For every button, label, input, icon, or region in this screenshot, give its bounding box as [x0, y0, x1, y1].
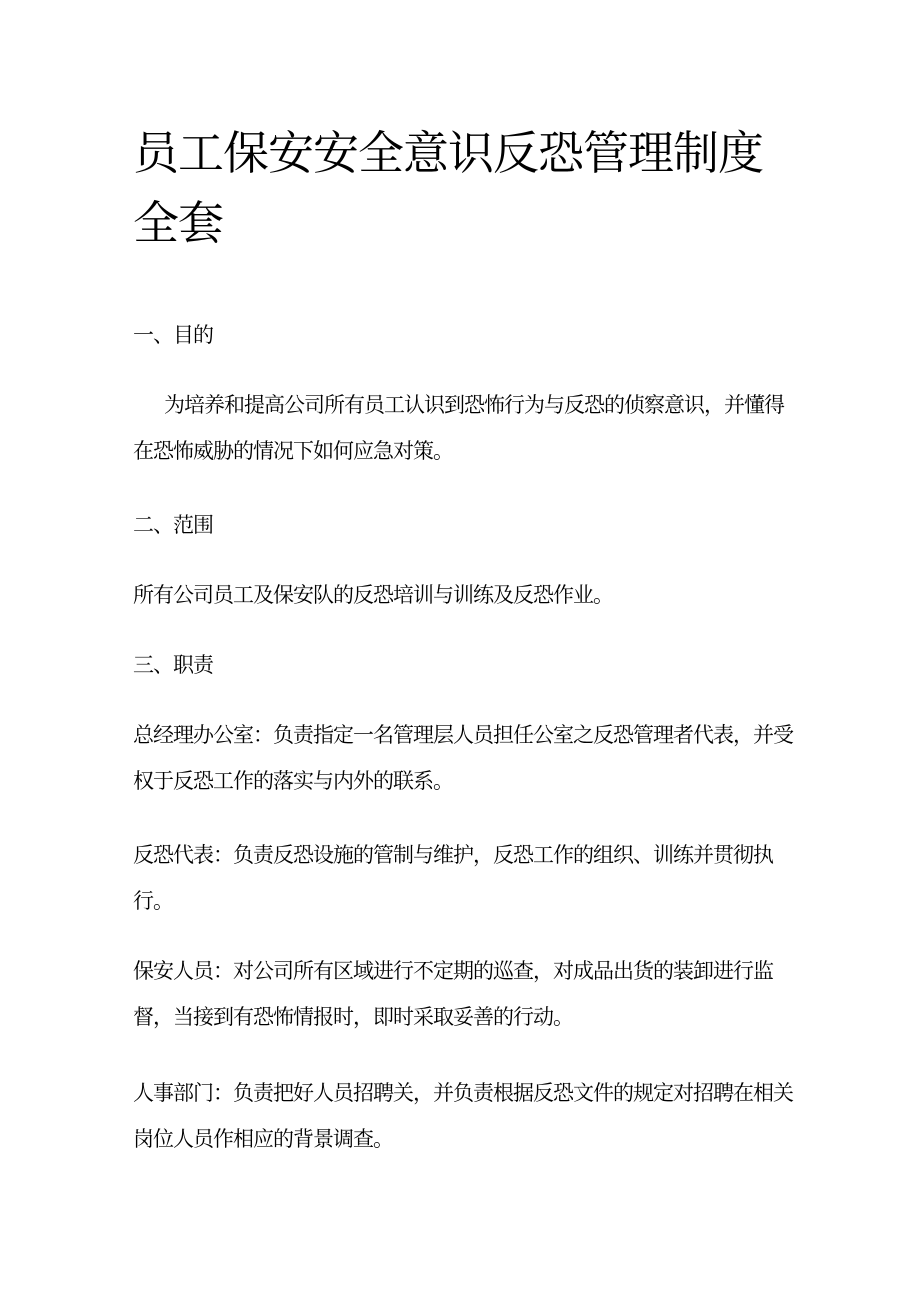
purpose-paragraph: 为培养和提高公司所有员工认识到恐怖行为与反恐的侦察意识，并懂得在恐怖威胁的情况下如何应急对策。: [133, 393, 784, 463]
duty-anti-terror-representative: 反恐代表：负责反恐设施的管制与维护，反恐工作的组织、训练并贯彻执行。: [133, 843, 773, 913]
section-heading-scope: 二、范围: [133, 513, 213, 537]
section-heading-purpose: 一、目的: [133, 323, 213, 347]
duty-security-personnel: 保安人员：对公司所有区域进行不定期的巡查，对成品出货的装卸进行监督，当接到有恐怖情报时，即时采取妥善的行动。: [133, 959, 773, 1029]
duty-general-manager-office: 总经理办公室：负责指定一名管理层人员担任公室之反恐管理者代表，并受权于反恐工作的落实与内外的联系。: [133, 723, 793, 793]
document-title: 员工保安安全意识反恐管理制度全套: [133, 126, 763, 250]
scope-paragraph: 所有公司员工及保安队的反恐培训与训练及反恐作业。: [133, 583, 613, 607]
duty-hr-department: 人事部门：负责把好人员招聘关，并负责根据反恐文件的规定对招聘在相关岗位人员作相应的背景调查。: [133, 1081, 793, 1151]
section-heading-duties: 三、职责: [133, 653, 213, 677]
